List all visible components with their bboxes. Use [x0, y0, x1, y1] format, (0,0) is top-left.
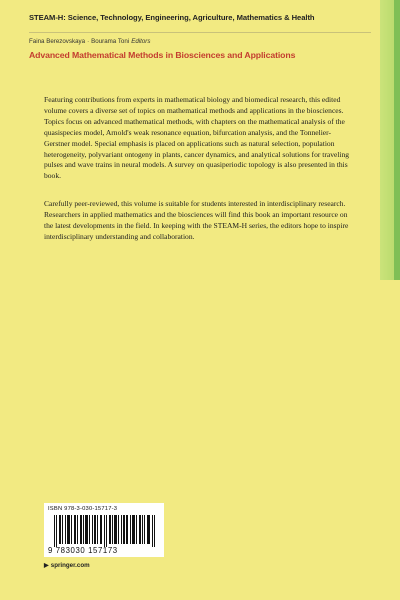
series-title: STEAM-H: Science, Technology, Engineering, Agriculture, Mathematics & Health — [29, 13, 315, 22]
green-accent-tab — [380, 0, 400, 280]
editor-name: Faina Berezovskaya — [29, 38, 86, 45]
publisher-url: springer.com — [50, 562, 90, 569]
editor-separator: · — [87, 38, 90, 45]
header-divider — [29, 32, 371, 33]
editors-suffix: Editors — [131, 38, 151, 45]
barcode-graphic — [54, 515, 158, 547]
publisher-link[interactable] — [44, 562, 90, 569]
book-title: Advanced Mathematical Methods in Biosciences and Applications — [29, 50, 296, 60]
blurb-paragraph: Featuring contributions from experts in mathematical biology and biomedical research, this edited volume covers a diverse set of topics on mathematical methods and applications in the biosciences. Topics focus on advanced mathematical methods, with chapters on the mathematical analysis of the quasispecies model, Arnold's weak resonance equation, bifurcation analysis, and the Tonnelier-Gerstner model. Special emphasis is placed on applications such as natural selection, population heterogeneity, polyvariant ontogeny in plants, cancer dynamics, and analytical solutions for traveling pulses and wave trains in neural models. A survey on quasiperiodic topology is also presented in this book. — [44, 95, 350, 181]
isbn-barcode-block — [44, 503, 164, 557]
editors-line — [29, 38, 150, 45]
barcode-digits: 9 783030 157173 — [48, 546, 118, 555]
isbn-label: ISBN 978-3-030-15717-3 — [48, 506, 118, 512]
editor-name: Bourama Toni — [91, 38, 130, 45]
green-accent-edge — [394, 0, 400, 280]
arrow-icon: ▶ — [44, 562, 49, 569]
blurb-paragraph: Carefully peer-reviewed, this volume is suitable for students interested in interdisciplinary research. Researchers in applied mathematics and the biosciences will find this book an important resource on the latest developments in the field. In keeping with the STEAM-H series, the editors hope to inspire interdisciplinary understanding and collaboration. — [44, 199, 349, 241]
